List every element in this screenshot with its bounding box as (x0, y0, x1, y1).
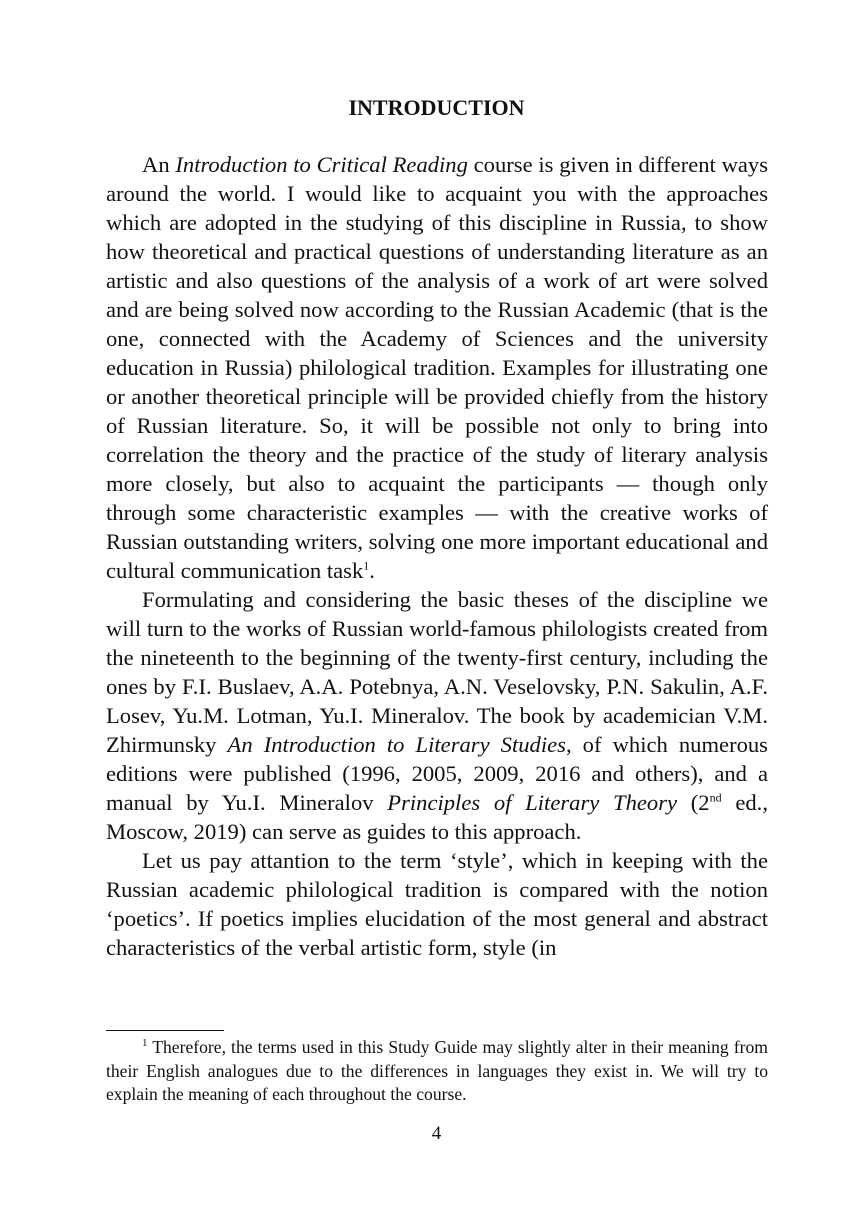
paragraph-2-text-a: Formulating and considering the basic theses of the discipline we will turn to the works of Russian world-famous philologists created from the nineteenth to the beginning of the twenty-first century, including the ones by F.I. Buslaev, A.A. Potebnya, A.N. Veselovsky, P.N. Sakulin, A.F. Losev, Yu.M. Lotman, Yu.I. Mineralov. The book by academician V.M. Zhirmunsky (106, 587, 768, 757)
ordinal-suffix: nd (709, 790, 722, 805)
paragraph-1-text-b: course is given in different ways around the world. I would like to acquaint you with the approaches which are adopted in the studying of this discipline in Russia, to show how theoretical and practical questions of understanding literature as an artistic and also questions of the analysis of a work of art were solved and are being solved now according to the Russian Academic (that is the one, connected with the Academy of Sciences and the university education in Russia) philological tradition. Examples for illustrating one or another theoretical principle will be provided chiefly from the history of Russian literature. So, it will be possible not only to bring into correlation the theory and the practice of the study of literary analysis more closely, but also to acquaint the participants — though only through some characteristic examples — with the creative works of Russian outstanding writers, solving one more important educational and cultural communication task (106, 152, 769, 583)
book-title-zhirmunsky: An Introduction to Literary Studies (227, 732, 566, 757)
book-title-mineralov: Principles of Literary Theory (387, 790, 678, 815)
body-text (106, 150, 768, 962)
footnote (106, 1036, 768, 1107)
page-number: 4 (431, 1123, 442, 1144)
course-title: Introduction to Critical Reading (175, 152, 468, 177)
paragraph-2 (106, 585, 768, 846)
paragraph-1 (106, 150, 768, 585)
footnote-text: Therefore, the terms used in this Study Guide may slightly alter in their meaning from their English analogues due to the differences in languages they exist in. We will try to explain the meaning of each throughout the course. (106, 1037, 768, 1104)
paragraph-3 (106, 846, 768, 962)
paragraph-2-text-d: ed., Moscow, 2019) can serve as guides to this approach. (106, 790, 768, 844)
footnote-reference: 1 (363, 558, 370, 573)
paragraph-1-text-c: . (369, 558, 375, 583)
paragraph-3-text: Let us pay attantion to the term ‘style’, which in keeping with the Russian academic philological tradition is compared with the notion ‘poetics’. If poetics implies elucidation of the most general and abstract characteristics of the verbal artistic form, style (in (106, 848, 768, 960)
footnote-divider (106, 1030, 224, 1031)
paragraph-1-text-a: An (142, 152, 176, 177)
footnote-marker: 1 (142, 1037, 148, 1050)
page-title: INTRODUCTION (348, 95, 525, 120)
paragraph-2-text-c: (2 (677, 790, 710, 815)
paragraph-2-text-b: , of which numerous editions were published (1996, 2005, 2009, 2016 and others), and a manual by Yu.I. Mineralov (106, 732, 768, 815)
